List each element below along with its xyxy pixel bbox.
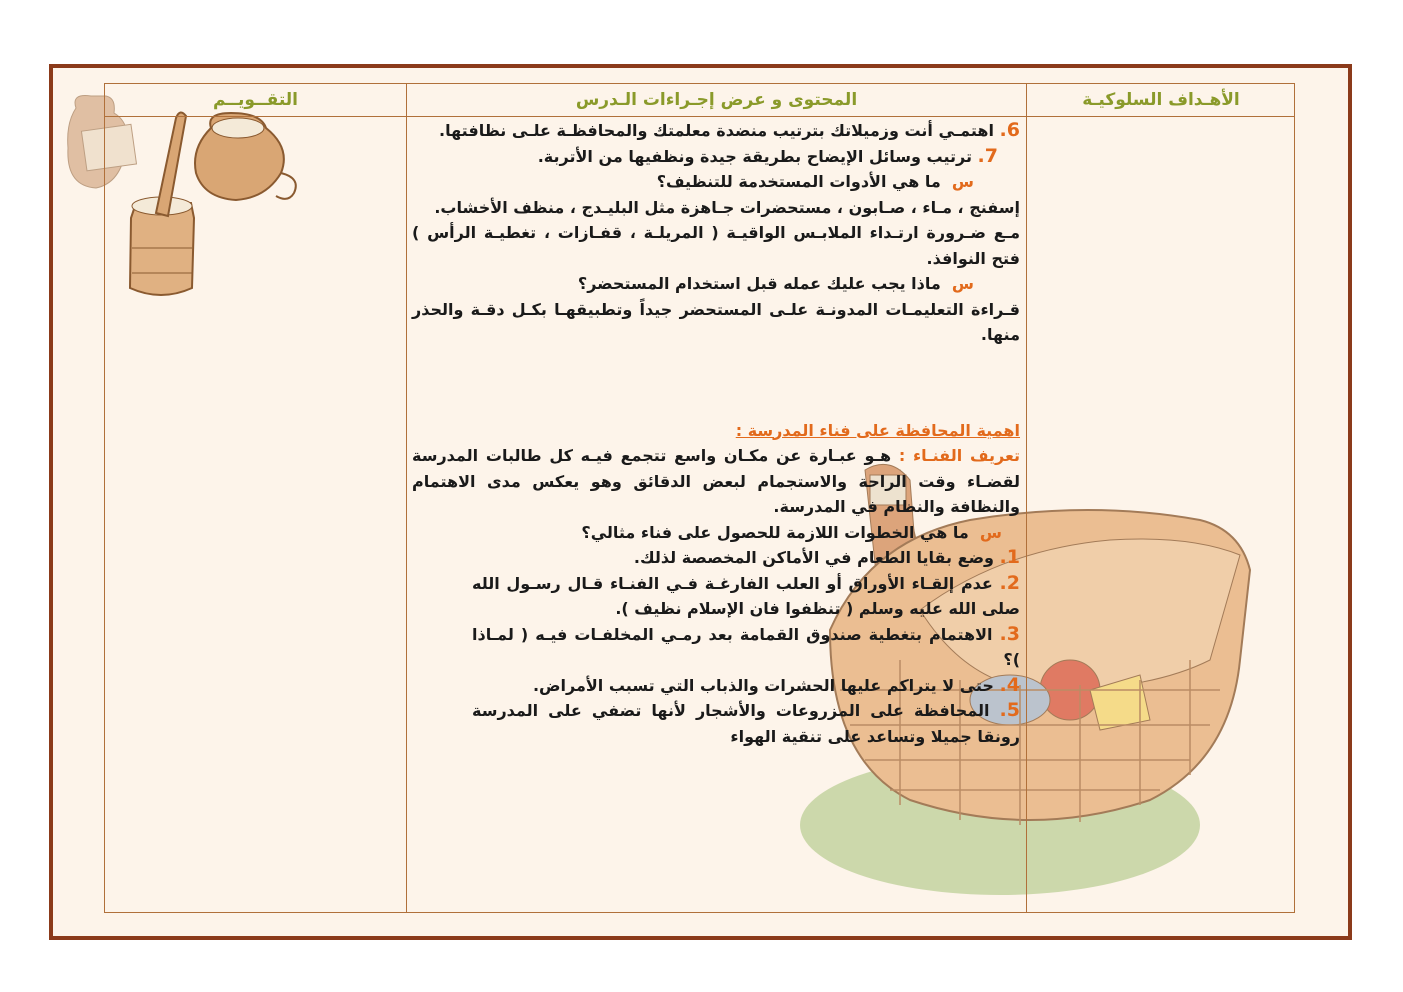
header-divider [105, 116, 1294, 117]
answer: مـع ضـرورة ارتـداء الملابـس الواقيـة ( المريلـة ، قفـازات ، تغطيـة الرأس ) فتح النوافذ. [412, 223, 1020, 268]
header-objectives: الأهـداف السلوكيـة [1082, 90, 1240, 110]
question-mark: س [951, 172, 974, 191]
question-text: ما هي الأدوات المستخدمة للتنظيف؟ [656, 172, 941, 191]
item-text: اهتمـي أنت وزميلاتك بترتيب منضدة معلمتك والمحافظـة علـى نظافتها. [439, 121, 994, 140]
answer: إسفنج ، مـاء ، صـابون ، مستحضرات جـاهزة مثل البليـدج ، منظف الأخشاب. [434, 197, 1020, 217]
column-divider [406, 84, 407, 912]
question-text: ماذا يجب عليك عمله قبل استخدام المستحضر؟ [577, 274, 941, 293]
item-number: 3. [999, 622, 1020, 645]
item-number: 6. [999, 119, 1020, 141]
item-number: 5. [999, 699, 1020, 721]
definition-text: هـو عبـارة عن مكـان واسع تتجمع فيـه كل طالبات المدرسة لقضـاء وقت الراحة والاستجمام لبعض الدقائق وهو يعكس مدى الاهتمام والنظافة والنظام في المدرسة. [412, 446, 1020, 516]
item-text: عدم إلقـاء الأوراق أو العلب الفارغـة فـي الفنـاء قـال رسـول الله صلى الله عليه وسلم ( تنظفوا فان الإسلام نظيف ). [472, 573, 1020, 618]
question [412, 169, 1020, 195]
item-text: ترتيب وسائل الإيضاح بطريقة جيدة ونظفيها من الأتربة. [537, 146, 972, 166]
item-number: 2. [999, 571, 1020, 594]
column-divider [1026, 84, 1027, 912]
lesson-content [412, 118, 1020, 749]
list-item [412, 673, 1020, 699]
list-item [412, 571, 1020, 622]
header-content: المحتوى و عرض إجـراءات الـدرس [575, 90, 858, 110]
question [412, 271, 1020, 297]
list-item [412, 144, 1020, 170]
list-item [412, 545, 1020, 571]
item-text: الاهتمام بتغطية صندوق القمامة بعد رمـي المخلفـات فيـه ( لمـاذا )؟ [472, 624, 1020, 669]
item-number: 7. [977, 144, 998, 167]
section-heading: اهمية المحافظة على فناء المدرسة : [735, 420, 1020, 440]
question-text: ما هي الخطوات اللازمة للحصول على فناء مثالي؟ [581, 522, 969, 542]
definition-label: تعريف الفنـاء : [898, 446, 1021, 465]
question-mark: س [979, 522, 1002, 542]
list-item [412, 118, 1020, 144]
list-item [412, 622, 1020, 673]
list-item [412, 698, 1020, 749]
item-number: 1. [999, 546, 1020, 568]
item-number: 4. [999, 673, 1020, 696]
question-mark: س [951, 274, 974, 293]
header-evaluation: التقــويــم [213, 90, 298, 110]
item-text: وضع بقايا الطعام في الأماكن المخصصة لذلك. [633, 548, 994, 567]
item-text: حتى لا يتراكم عليها الحشرات والذباب التي تسبب الأمراض. [532, 675, 994, 695]
question [412, 520, 1020, 546]
item-text: المحافظة على المزروعات والأشجار لأنها تضفي على المدرسة رونقا جميلا وتساعد على تنقية الهواء [472, 701, 1020, 746]
definition [412, 443, 1020, 520]
answer: قـراءة التعليمـات المدونـة علـى المستحضر جيداً وتطبيقهـا بكـل دقـة والحذر منها. [412, 299, 1020, 344]
